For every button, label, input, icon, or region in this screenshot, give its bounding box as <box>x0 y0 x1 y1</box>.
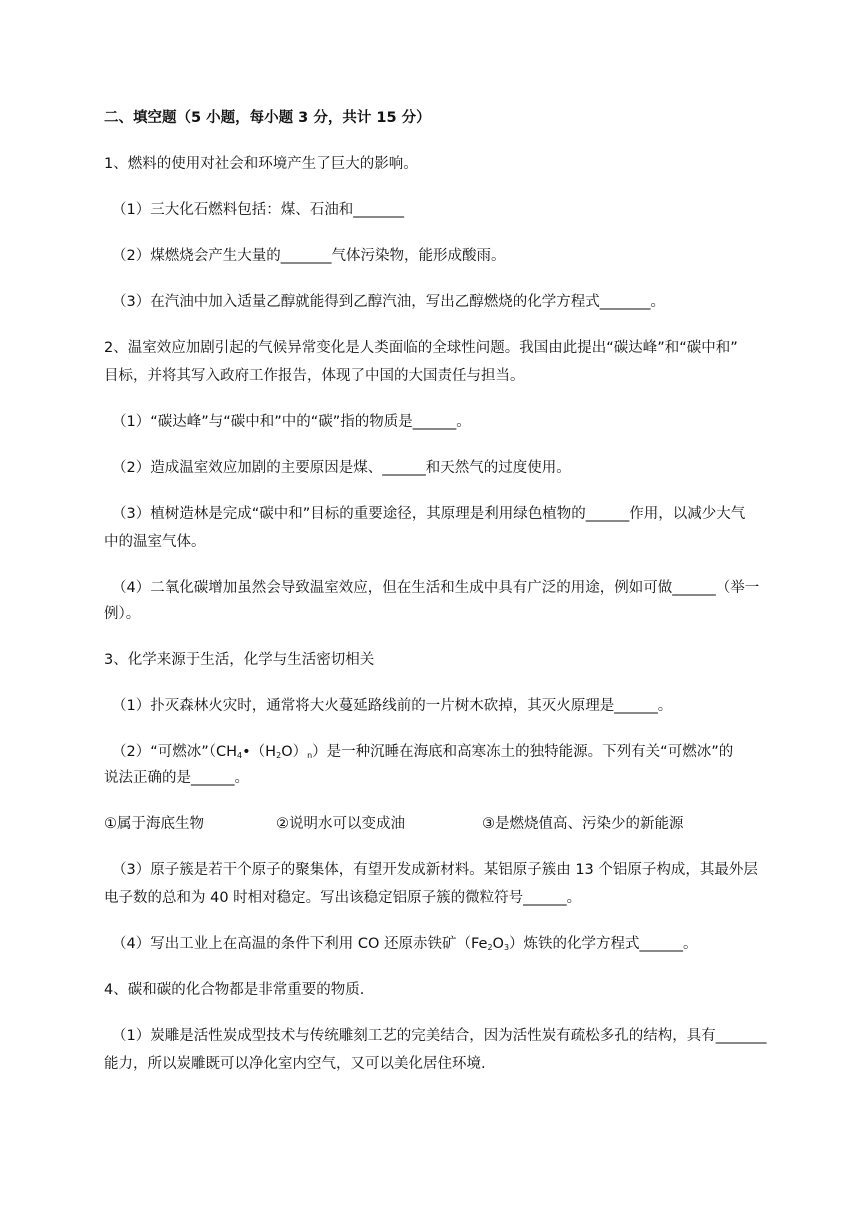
q4-part1-line2: 能力，所以炭雕既可以净化室内空气，又可以美化居住环境. <box>104 1056 486 1072</box>
q3-part4-sub-2: 2 <box>487 943 493 952</box>
section-title: 二、填空题（5 小题，每小题 3 分，共计 15 分） <box>104 110 431 126</box>
q3-part2-line2: 说法正确的是______。 <box>104 770 249 786</box>
q3-part2-line1 <box>112 742 733 766</box>
q3-part1: （1）扑灭森林火灾时，通常将大火蔓延路线前的一片树木砍掉，其灭火原理是______。 <box>112 698 673 714</box>
q2-part3-line1: （3）植树造林是完成“碳中和”目标的重要途径，其原理是利用绿色植物的______作用，以减少大气 <box>112 506 746 522</box>
q3-part4 <box>112 934 698 958</box>
q2-stem-line1: 2、温室效应加剧引起的气候异常变化是人类面临的全球性问题。我国由此提出“碳达峰”和“碳中和” <box>104 340 738 356</box>
q3-option-2: ②说明水可以变成油 <box>276 816 405 832</box>
q3-part2-sub-4: 4 <box>237 751 243 760</box>
q2-part4-line1: （4）二氧化碳增加虽然会导致温室效应，但在生活和生成中具有广泛的用途，例如可做______（举一 <box>112 580 760 596</box>
q3-option-3: ③是燃烧值高、污染少的新能源 <box>482 816 684 832</box>
q1-part1: （1）三大化石燃料包括：煤、石油和_______ <box>112 202 404 218</box>
q2-part1: （1）“碳达峰”与“碳中和”中的“碳”指的物质是______。 <box>112 414 471 430</box>
q3-stem: 3、化学来源于生活，化学与生活密切相关 <box>104 652 375 668</box>
q4-part1-line1: （1）炭雕是活性炭成型技术与传统雕刻工艺的完美结合，因为活性炭有疏松多孔的结构，具有_______ <box>112 1028 767 1044</box>
q3-part4-text-c: ）炼铁的化学方程式______。 <box>509 936 698 952</box>
q3-part4-text-a: （4）写出工业上在高温的条件下利用 CO 还原赤铁矿（Fe <box>112 936 488 952</box>
q1-stem: 1、燃料的使用对社会和环境产生了巨大的影响。 <box>104 156 418 172</box>
q1-part3: （3）在汽油中加入适量乙醇就能得到乙醇汽油，写出乙醇燃烧的化学方程式_______。 <box>112 294 665 310</box>
q3-part4-text-b: O <box>492 936 504 952</box>
q4-stem: 4、碳和碳的化合物都是非常重要的物质. <box>104 982 365 998</box>
q3-part2-text-a: （2）“可燃冰”（CH <box>112 744 238 760</box>
q2-part4-line2: 例）。 <box>104 606 141 622</box>
q3-part4-sub-3: 3 <box>503 943 510 952</box>
q3-part2-text-c: O） <box>281 744 308 760</box>
q1-part2: （2）煤燃烧会产生大量的_______气体污染物，能形成酸雨。 <box>112 248 506 264</box>
q2-stem-line2: 目标，并将其写入政府工作报告，体现了中国的大国责任与担当。 <box>104 368 525 384</box>
q3-part2-text-b: •（H <box>242 744 277 760</box>
q2-part2: （2）造成温室效应加剧的主要原因是煤、______和天然气的过度使用。 <box>112 460 571 476</box>
q3-part3-line1: （3）原子簇是若干个原子的聚集体，有望开发成新材料。某铝原子簇由 13 个铝原子构成，其最外层 <box>112 862 758 878</box>
q3-part2-text-d: ）是一种沉睡在海底和高寒冻土的独特能源。下列有关“可燃冰”的 <box>312 744 734 760</box>
q3-part2-sub-2: 2 <box>276 751 282 760</box>
q3-part3-line2: 电子数的总和为 40 时相对稳定。写出该稳定铝原子簇的微粒符号______。 <box>104 890 582 906</box>
q3-part2-sub-n: n <box>307 751 313 760</box>
q3-option-1: ①属于海底生物 <box>104 816 204 832</box>
q2-part3-line2: 中的温室气体。 <box>104 534 206 550</box>
